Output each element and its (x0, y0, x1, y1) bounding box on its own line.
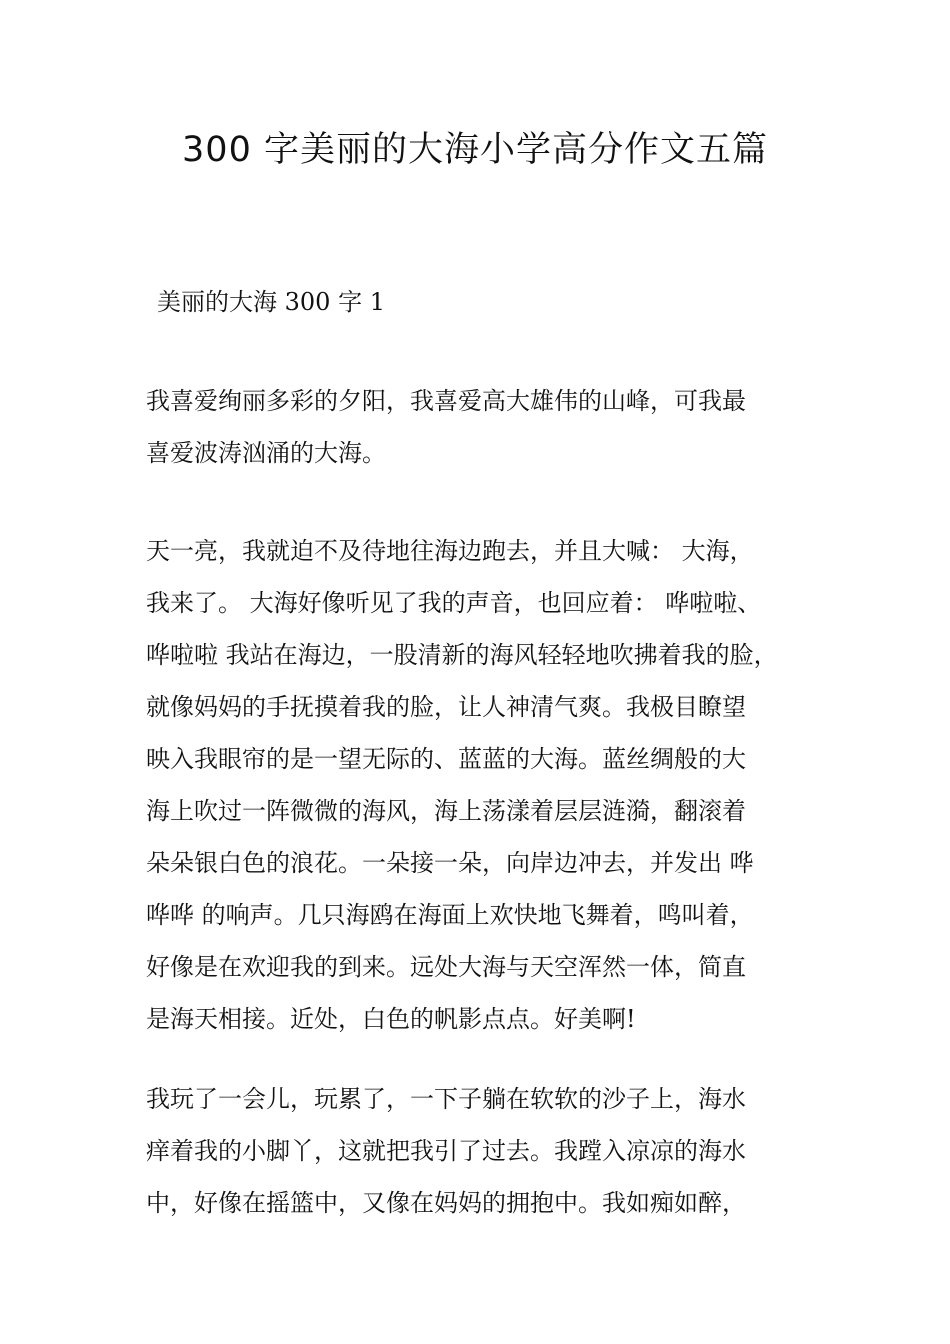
text-line: 就像妈妈的手抚摸着我的脸，让人神清气爽。我极目瞭望 (146, 693, 746, 721)
text-line: 哗啦啦 我站在海边，一股清新的海风轻轻地吹拂着我的脸， (146, 641, 778, 669)
text-line: 好像是在欢迎我的到来。远处大海与天空浑然一体，简直 (146, 953, 746, 981)
paragraph-1 (146, 375, 832, 479)
text-line: 痒着我的小脚丫，这就把我引了过去。我蹚入凉凉的海水 (146, 1137, 746, 1165)
section-heading: 美丽的大海 300 字 1 (157, 288, 385, 316)
text-line: 哗哗 的响声。几只海鸥在海面上欢快地飞舞着，鸣叫着， (146, 901, 754, 929)
text-line: 我喜爱绚丽多彩的夕阳，我喜爱高大雄伟的山峰，可我最 (146, 387, 746, 415)
text-line: 我来了。 大海好像听见了我的声音，也回应着： 哗啦啦、 (146, 589, 762, 617)
text-line: 映入我眼帘的是一望无际的、蓝蓝的大海。蓝丝绸般的大 (146, 745, 746, 773)
paragraph-2 (146, 525, 832, 1045)
paragraph-3 (146, 1073, 832, 1229)
document-title: 300 字美丽的大海小学高分作文五篇 (182, 130, 768, 170)
text-line: 喜爱波涛汹涌的大海。 (146, 439, 386, 467)
text-line: 是海天相接。近处，白色的帆影点点。好美啊! (146, 1005, 636, 1033)
text-line: 朵朵银白色的浪花。一朵接一朵，向岸边冲去，并发出 哗 (146, 849, 754, 877)
text-line: 海上吹过一阵微微的海风，海上荡漾着层层涟漪，翻滚着 (146, 797, 746, 825)
text-line: 我玩了一会儿，玩累了，一下子躺在软软的沙子上，海水 (146, 1085, 746, 1113)
text-line: 天一亮，我就迫不及待地往海边跑去，并且大喊： 大海， (146, 537, 754, 565)
text-line: 中，好像在摇篮中，又像在妈妈的拥抱中。我如痴如醉， (146, 1189, 746, 1217)
